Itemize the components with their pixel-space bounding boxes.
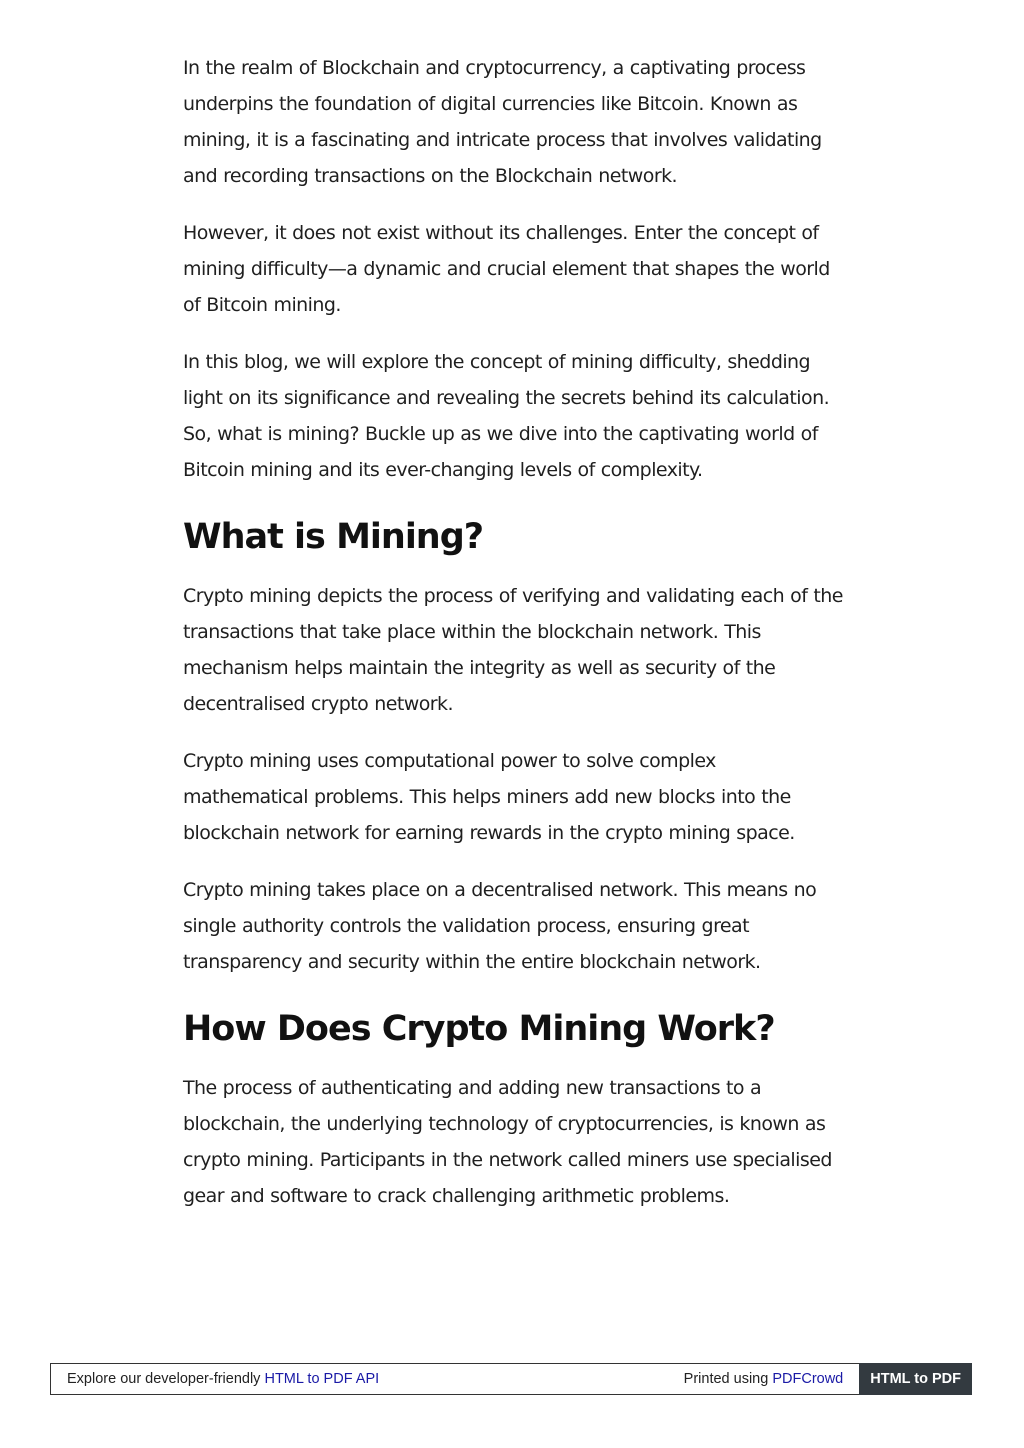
intro-paragraph: However, it does not exist without its challenges. Enter the concept of mining difficulty—a dynamic and crucial element that shapes the world of Bitcoin mining. [183, 222, 830, 316]
section-heading-what-is-mining: What is Mining? [183, 517, 484, 557]
how-paragraph: The process of authenticating and adding new transactions to a blockchain, the underlying technology of cryptocurrencies, is known as crypto mining. Participants in the network called miners use specialised gear and software to crack challenging arithmetic problems. [183, 1077, 832, 1207]
html-to-pdf-badge[interactable]: HTML to PDF [859, 1363, 972, 1395]
pdf-footer-bar [50, 1363, 972, 1395]
mining-paragraph: Crypto mining depicts the process of verifying and validating each of the transactions that take place within the blockchain network. This mechanism helps maintain the integrity as well as security of the decentralised crypto network. [183, 585, 843, 715]
footer-explore [51, 1371, 684, 1387]
html-to-pdf-api-link[interactable]: HTML to PDF API [264, 1371, 380, 1387]
footer-printed [684, 1371, 860, 1387]
section-heading-how-mining-works: How Does Crypto Mining Work? [183, 1009, 775, 1049]
mining-paragraph: Crypto mining takes place on a decentralised network. This means no single authority controls the validation process, ensuring great transparency and security within the entire blockchain network. [183, 879, 817, 973]
footer-printed-text: Printed using [683, 1371, 773, 1387]
intro-paragraph: In this blog, we will explore the concept of mining difficulty, shedding light on its significance and revealing the secrets behind its calculation. So, what is mining? Buckle up as we dive into the captivating world of Bitcoin mining and its ever-changing levels of complexity. [183, 351, 830, 481]
mining-paragraph: Crypto mining uses computational power to solve complex mathematical problems. This helps miners add new blocks into the blockchain network for earning rewards in the crypto mining space. [183, 750, 795, 844]
intro-paragraph: In the realm of Blockchain and cryptocurrency, a captivating process underpins the foundation of digital currencies like Bitcoin. Known as mining, it is a fascinating and intricate process that involves validating and recording transactions on the Blockchain network. [183, 57, 822, 187]
article-body [183, 50, 843, 1235]
footer-explore-text: Explore our developer-friendly [67, 1371, 265, 1387]
pdfcrowd-link[interactable]: PDFCrowd [772, 1371, 844, 1387]
